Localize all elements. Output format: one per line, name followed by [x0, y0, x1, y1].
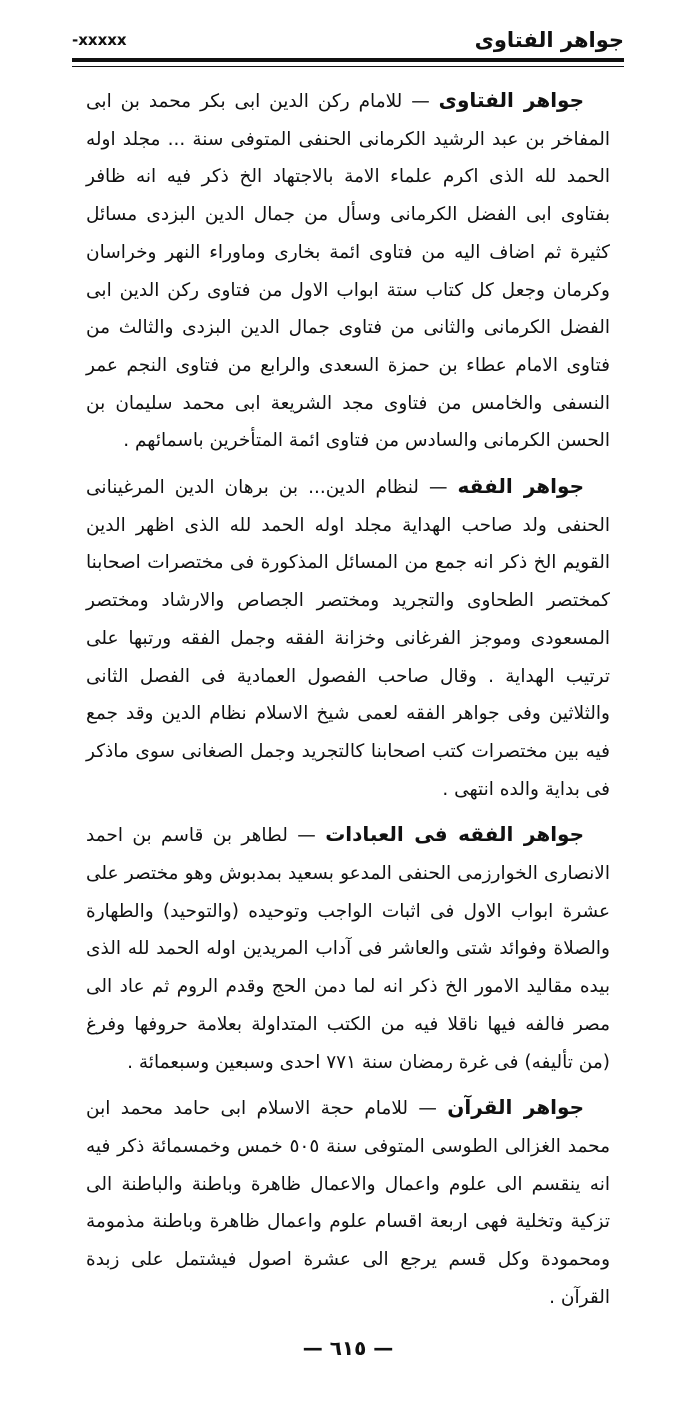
page-number: — ٦١٥ — [302, 1336, 394, 1360]
running-title: جواهر الفتاوى [474, 28, 624, 52]
running-header [72, 26, 624, 54]
entry-jawahir-al-fiqh-ibadat [86, 816, 610, 1081]
entry-heading: جواهر الفتاوى [438, 88, 585, 112]
entry-heading: جواهر القرآن [447, 1095, 584, 1120]
entry-jawahir-al-fiqh [86, 468, 610, 808]
header-code: -xxxxx [72, 31, 127, 49]
page-body [86, 82, 610, 1325]
entry-text: — لطاهر بن قاسم بن احمد الانصارى الخوارزمى الحنفى المدعو بسعيد بمدبوش وهو مختصر على عشرة ابواب الاول فى اثبات الواجب وتوحيده (والتوحيد) والطهارة والصلاة وفوائد شتى والعاشر فى آداب المريدين اوله الحمد لله الذى بيده مقاليد الامور الخ ذكر انه لما دمن الحج وقدم الروم ثم عاد الى مصر فالفه فيها ناقلا فيه من الكتب المتداولة بعلامة حروفها وفرغ (من تأليفه) فى غرة رمضان سنة ٧٧١ احدى وسبعين وسبعمائة . [86, 825, 610, 1073]
entry-text: — لنظام الدين... بن برهان الدين المرغينانى الحنفى ولد صاحب الهداية مجلد اوله الحمد لله الذى اظهر الدين القويم الخ ذكر انه جمع من المسائل المذكورة فى مختصرات اصحابنا كمختصر الطحاوى والتجريد ومختصر الجصاص والارشاد ومختصر المسعودى وموجز الفرغانى وخزانة الفقه وجمل الفقه ورتبها على ترتيب الهداية . وقال صاحب الفصول العمادية فى الفصل الثانى والثلاثين وفى جواهر الفقه لعمى شيخ الاسلام نظام الدين وقد جمع فيه بين مختصرات كتب اصحابنا كالتجريد وجمل الصغانى سوى ماذكر فى بداية والده انتهى . [86, 477, 610, 800]
entry-jawahir-al-fatawa [86, 82, 610, 460]
entry-jawahir-al-quran [86, 1089, 610, 1316]
entry-heading: جواهر الفقه فى العبادات [325, 822, 584, 847]
entry-text: — للامام ركن الدين ابى بكر محمد بن ابى المفاخر بن عبد الرشيد الكرمانى الحنفى المتوفى سنة ... مجلد اوله الحمد لله الذى اكرم علماء الامة بالاجتهاد الخ ذكر فيه انه ظافر بفتاوى ابى الفضل الكرمانى وسأل من جمال الدين البزدى مسائل كثيرة ثم اضاف اليه من فتاوى ائمة بخارى وماوراء النهر وخراسان وكرمان وجعل كل كتاب ستة ابواب الاول من فتاوى ركن الدين ابى الفضل الكرمانى والثانى من فتاوى جمال الدين البزدى والثالث من فتاوى الامام عطاء بن حمزة السعدى والرابع من فتاوى النجم عمر النسفى والخامس من فتاوى مجد الشريعة ابى محمد سليمان بن الحسن الكرمانى والسادس من فتاوى ائمة المتأخرين باسمائهم . [86, 91, 610, 452]
header-rule-thick [72, 58, 624, 62]
header-rule-thin [72, 66, 624, 67]
entry-heading: جواهر الفقه [457, 474, 584, 499]
entry-text: — للامام حجة الاسلام ابى حامد محمد ابن محمد الغزالى الطوسى المتوفى سنة ٥٠٥ خمس وخمسمائة ذكر فيه انه ينقسم الى علوم واعمال والاعمال ظاهرة وباطنة والباطنة الى تزكية وتخلية فهى اربعة اقسام علوم واعمال ظاهرة وباطنة مذمومة ومحمودة وكل قسم يرجع الى عشرة اصول فيشتمل على زبدة القرآن . [86, 1098, 610, 1308]
